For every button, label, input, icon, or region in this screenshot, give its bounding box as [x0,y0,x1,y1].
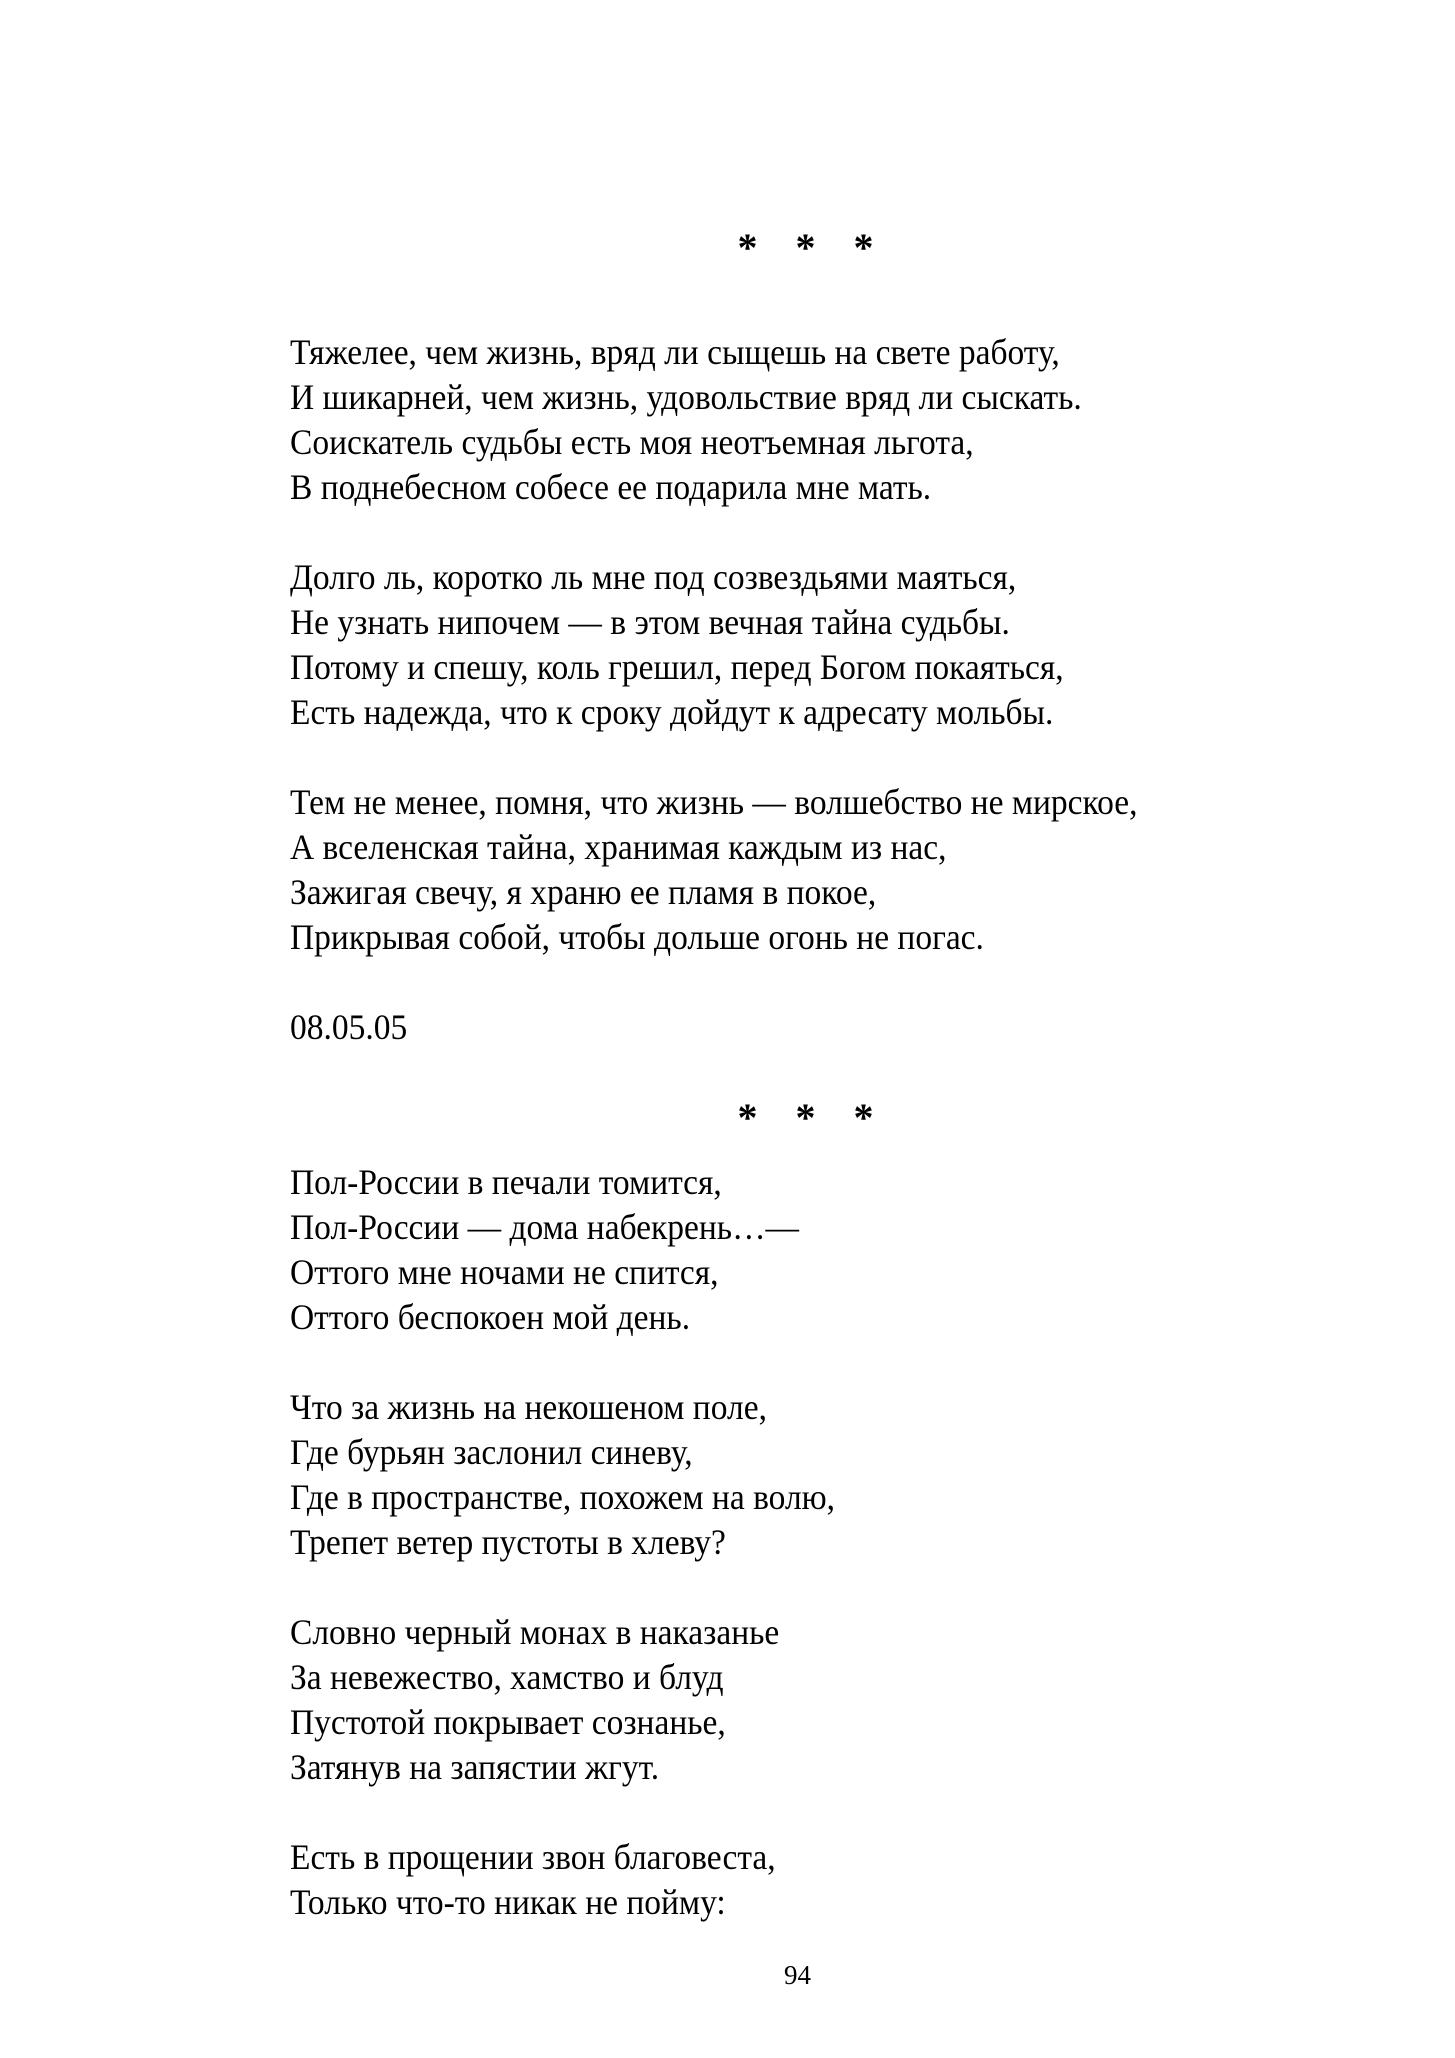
poem-1-date: 08.05.05 [290,1007,408,1047]
verse-line: Соискатель судьбы есть моя неотъемная льгота, [290,422,974,462]
poem-2-stanza-3 [290,1610,1390,1790]
poem-1-stanza-1 [290,330,1390,510]
poem-2-separator: * * * [737,1095,888,1140]
verse-line: В поднебесном собесе ее подарила мне мать. [290,467,932,507]
poem-1-stanza-2 [290,555,1390,735]
verse-line: И шикарней, чем жизнь, удовольствие вряд ли сыскать. [290,377,1082,417]
verse-line: Прикрывая собой, чтобы дольше огонь не погас. [290,917,984,957]
poem-1-stanza-3 [290,780,1390,960]
verse-line: Есть в прощении звон благовеста, [290,1837,776,1877]
verse-line: Потому и спешу, коль грешил, перед Богом покаяться, [290,647,1064,687]
verse-line: Оттого беспокоен мой день. [290,1297,691,1337]
verse-line: Трепет ветер пустоты в хлеву? [290,1522,726,1562]
poem-2 [290,1160,1390,1970]
poem-1-separator: * * * [737,225,888,270]
verse-line: За невежество, хамство и блуд [290,1657,724,1697]
verse-line: Зажигая свечу, я храню ее пламя в покое, [290,872,877,912]
verse-line: Не узнать нипочем — в этом вечная тайна судьбы. [290,602,1010,642]
verse-line: А вселенская тайна, хранимая каждым из нас, [290,827,947,867]
verse-line: Тем не менее, помня, что жизнь — волшебство не мирское, [290,782,1138,822]
verse-line: Где в пространстве, похожем на волю, [290,1477,836,1517]
verse-line: Затянув на запястии жгут. [290,1747,660,1787]
verse-line: Тяжелее, чем жизнь, вряд ли сыщешь на свете работу, [290,332,1060,372]
page-number: 94 [784,1960,811,1990]
verse-line: Есть надежда, что к сроку дойдут к адресату мольбы. [290,692,1054,732]
verse-line: Где бурьян заслонил синеву, [290,1432,693,1472]
verse-line: Словно черный монах в наказанье [290,1612,780,1652]
poem-2-stanza-4 [290,1835,1390,1925]
verse-line: Пустотой покрывает сознанье, [290,1702,726,1742]
verse-line: Пол-России — дома набекрень…— [290,1207,800,1247]
verse-line: Только что-то никак не пойму: [290,1882,726,1922]
verse-line: Оттого мне ночами не спится, [290,1252,719,1292]
poem-2-stanza-1 [290,1160,1390,1340]
poem-2-stanza-2 [290,1385,1390,1565]
verse-line: Пол-России в печали томится, [290,1162,722,1202]
verse-line: Что за жизнь на некошеном поле, [290,1387,767,1427]
verse-line: Долго ль, коротко ль мне под созвездьями маяться, [290,557,1017,597]
poem-1 [290,330,1390,1005]
